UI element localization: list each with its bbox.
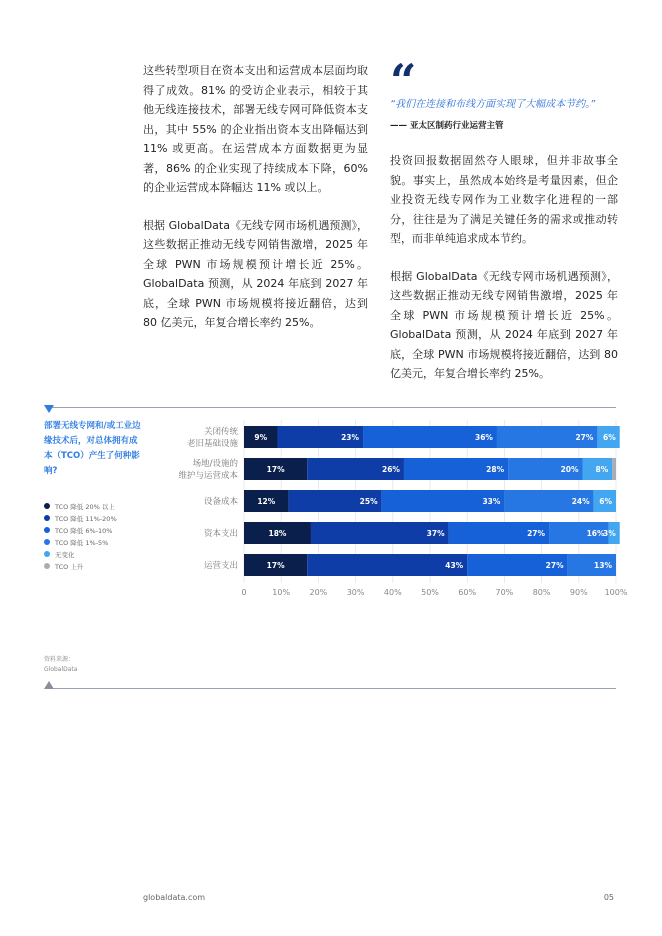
right-column [390, 54, 618, 384]
legend-label: TCO 降低 1%-5% [55, 538, 109, 547]
legend-swatch [44, 563, 50, 569]
legend-item [44, 512, 117, 524]
bar-data-label: 6% [599, 497, 612, 506]
chart-bottom-divider [46, 688, 616, 689]
category-label: 资本支出 [203, 529, 238, 539]
legend-label: TCO 降低 11%-20% [55, 514, 117, 523]
source-note [44, 655, 77, 675]
right-paragraph-1: 投资回报数据固然夺人眼球，但并非故事全貌。事实上，虽然成本始终是考量因素，但企业投资无线专网作为工业数字化进程的一部分，往往是为了满足关键任务的需求或推动转型，而非单纯追求成本节约。 [390, 154, 618, 245]
right-paragraph-2: 根据 GlobalData《无线专网市场机遇预测》，这些数据正推动无线专网销售激增，2025 年全球 PWN 市场规模预计增长近 25%。GlobalData 预测，从 2024 年底到 2027 年底，全球 PWN 市场规模将接近翻倍，达到 80 亿美元，年复合增长率约 25%。 [390, 269, 618, 380]
x-tick-label: 70% [495, 588, 514, 597]
triangle-up-icon [44, 681, 54, 689]
quote-attribution: —— 亚太区制药行业运营主管 [390, 121, 504, 131]
bar-data-label: 25% [359, 497, 378, 506]
x-tick-label: 100% [604, 588, 628, 597]
bar-data-label: 9% [254, 433, 268, 442]
bar-data-label: 36% [475, 433, 493, 442]
x-tick-label: 80% [532, 588, 551, 597]
legend-item [44, 536, 117, 548]
stacked-bar-chart [160, 420, 628, 645]
x-tick-label: 0 [241, 588, 247, 597]
left-paragraph-2: 根据 GlobalData《无线专网市场机遇预测》，这些数据正推动无线专网销售激增，2025 年全球 PWN 市场规模预计增长近 25%。GlobalData 预测，从 2024 年底到 2027 年底，全球 PWN 市场规模将接近翻倍，达到 80 亿美元，年复合增长率约 25%。 [143, 218, 368, 329]
left-paragraph-1: 这些转型项目在资本支出和运营成本层面均取得了成效。81% 的受访企业表示，相较于其他无线连接技术，部署无线专网可降低资本支出，其中 55% 的企业指出资本支出降幅达到 11% 或更高。在运营成本方面数据更为显著，86% 的企业实现了持续成本下降，60% 的企业运营成本降幅达 11% 或以上。 [143, 64, 368, 194]
x-tick-label: 30% [346, 588, 365, 597]
chart-question: 部署无线专网和/或工业边缘技术后，对总体拥有成本（TCO）产生了何种影响? [44, 421, 141, 476]
bar-segment [307, 554, 467, 576]
bar-data-label: 37% [426, 529, 445, 538]
bar-data-label: 27% [527, 529, 546, 538]
category-label: 关闭传统老旧基础设施 [186, 427, 238, 449]
legend-swatch [44, 503, 50, 509]
chart-legend [44, 500, 117, 572]
legend-item [44, 548, 117, 560]
legend-label: 无变化 [55, 550, 75, 559]
legend-label: TCO 降低 20% 以上 [55, 502, 115, 511]
bar-data-label: 13% [594, 561, 612, 570]
bar-data-label: 28% [486, 465, 505, 474]
bar-data-label: 8% [595, 465, 609, 474]
bar-data-label: 24% [571, 497, 590, 506]
bar-data-label: 17% [266, 561, 285, 570]
legend-item [44, 500, 117, 512]
bar-data-label: 27% [575, 433, 594, 442]
bar-data-label: 23% [341, 433, 360, 442]
bar-data-label: 16% [586, 529, 605, 538]
bar-data-label: 33% [482, 497, 501, 506]
legend-label: TCO 上升 [55, 562, 84, 571]
left-column [143, 61, 368, 333]
x-tick-label: 90% [569, 588, 588, 597]
bar-data-label: 6% [602, 433, 616, 442]
legend-swatch [44, 539, 50, 545]
legend-swatch [44, 515, 50, 521]
bar-data-label: 18% [268, 529, 287, 538]
bar-data-label: 43% [445, 561, 464, 570]
bar-data-label: 17% [266, 465, 285, 474]
x-tick-label: 60% [458, 588, 477, 597]
footer-website[interactable]: globaldata.com [143, 893, 206, 902]
quote-mark-icon: “ [390, 54, 413, 108]
page-number: 05 [603, 893, 614, 902]
legend-item [44, 560, 117, 572]
legend-swatch [44, 551, 50, 557]
bar-data-label: 20% [560, 465, 579, 474]
triangle-down-icon [44, 405, 54, 413]
pull-quote: “我们在连接和布线方面实现了大幅成本节约。” [390, 99, 596, 110]
category-label: 运营支出 [203, 561, 238, 571]
bar-segment [612, 458, 616, 480]
source-name: GlobalData [44, 666, 78, 673]
bar-data-label: 12% [257, 497, 276, 506]
x-tick-label: 50% [421, 588, 439, 597]
chart-top-divider [46, 407, 616, 408]
category-label: 设备成本 [203, 497, 238, 507]
x-tick-label: 40% [383, 588, 402, 597]
bar-data-label: 27% [545, 561, 564, 570]
legend-label: TCO 降低 6%-10% [55, 526, 113, 535]
legend-item [44, 524, 117, 536]
source-label: 资料来源： [44, 656, 75, 663]
x-tick-label: 10% [272, 588, 291, 597]
bar-data-label: 3% [602, 529, 616, 538]
x-tick-label: 20% [309, 588, 328, 597]
category-label: 场地/设施的维护与运营成本 [178, 459, 238, 481]
bar-data-label: 26% [382, 465, 400, 474]
legend-swatch [44, 527, 50, 533]
